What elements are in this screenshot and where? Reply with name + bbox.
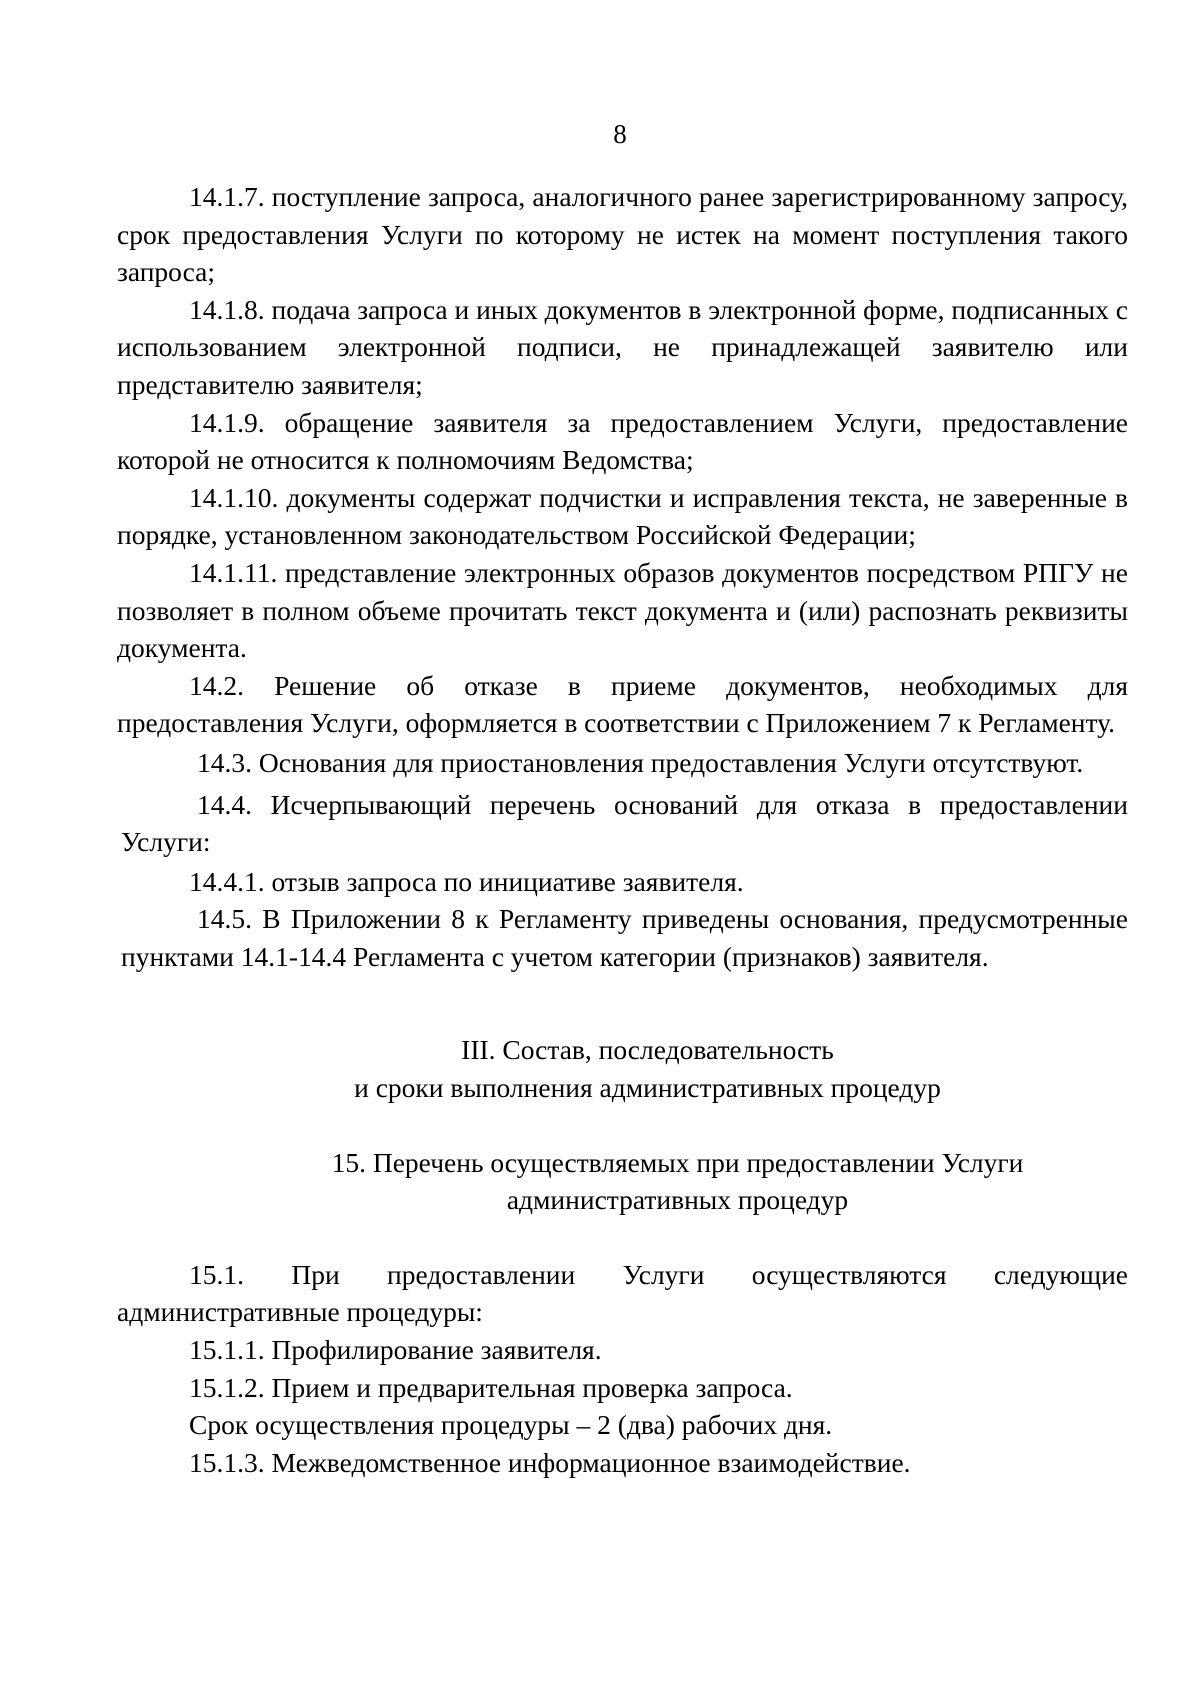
paragraph-14-1-7: 14.1.7. поступление запроса, аналогичного ранее зарегистрированному запросу, срок предоставления Услуги по которому не истек на момент поступления такого запроса; <box>117 181 1128 288</box>
page-number: 8 <box>613 119 627 149</box>
section-15-title-line-1: 15. Перечень осуществляемых при предоставлении Услуги <box>331 1146 1024 1178</box>
section-15-title-line-2: административных процедур <box>506 1184 849 1216</box>
paragraph-15-1-1: 15.1.1. Профилирование заявителя. <box>189 1334 602 1366</box>
paragraph-14-3: 14.3. Основания для приостановления предоставления Услуги отсутствуют. <box>197 746 1084 778</box>
paragraph-14-4-1: 14.4.1. отзыв запроса по инициативе заявителя. <box>189 865 744 897</box>
paragraph-15-1-2: 15.1.2. Прием и предварительная проверка запроса. <box>189 1371 793 1403</box>
paragraph-15-1-2-term: Срок осуществления процедуры – 2 (два) рабочих дня. <box>189 1409 833 1441</box>
section-iii-title-line-1: III. Состав, последовательность <box>461 1034 834 1066</box>
paragraph-14-1-9: 14.1.9. обращение заявителя за предоставлением Услуги, предоставление которой не относится к полномочиям Ведомства; <box>117 406 1128 476</box>
document-body <box>117 178 1128 1481</box>
paragraph-14-4: 14.4. Исчерпывающий перечень оснований для отказа в предоставлении Услуги: <box>121 788 1128 858</box>
paragraph-14-1-8: 14.1.8. подача запроса и иных документов в электронной форме, подписанных с использованием электронной подписи, не принадлежащей заявителю или представителю заявителя; <box>117 293 1128 400</box>
section-iii-heading <box>117 1031 1128 1106</box>
section-15-heading <box>117 1144 1128 1219</box>
paragraph-14-1-10: 14.1.10. документы содержат подчистки и исправления текста, не заверенные в порядке, установленном законодательством Российской Федерации; <box>117 481 1128 551</box>
paragraph-15-1-3: 15.1.3. Межведомственное информационное взаимодействие. <box>189 1446 911 1478</box>
paragraph-14-2: 14.2. Решение об отказе в приеме документов, необходимых для предоставления Услуги, оформляется в соответствии с Приложением 7 к Регламенту. <box>117 669 1128 739</box>
paragraph-15-1: 15.1. При предоставлении Услуги осуществляются следующие административные процедуры: <box>117 1258 1128 1328</box>
section-iii-title-line-2: и сроки выполнения административных процедур <box>354 1072 941 1104</box>
paragraph-14-1-11: 14.1.11. представление электронных образов документов посредством РПГУ не позволяет в полном объеме прочитать текст документа и (или) распознать реквизиты документа. <box>117 556 1128 664</box>
paragraph-14-5: 14.5. В Приложении 8 к Регламенту приведены основания, предусмотренные пунктами 14.1-14.4 Регламента с учетом категории (признаков) заявителя. <box>121 903 1128 972</box>
